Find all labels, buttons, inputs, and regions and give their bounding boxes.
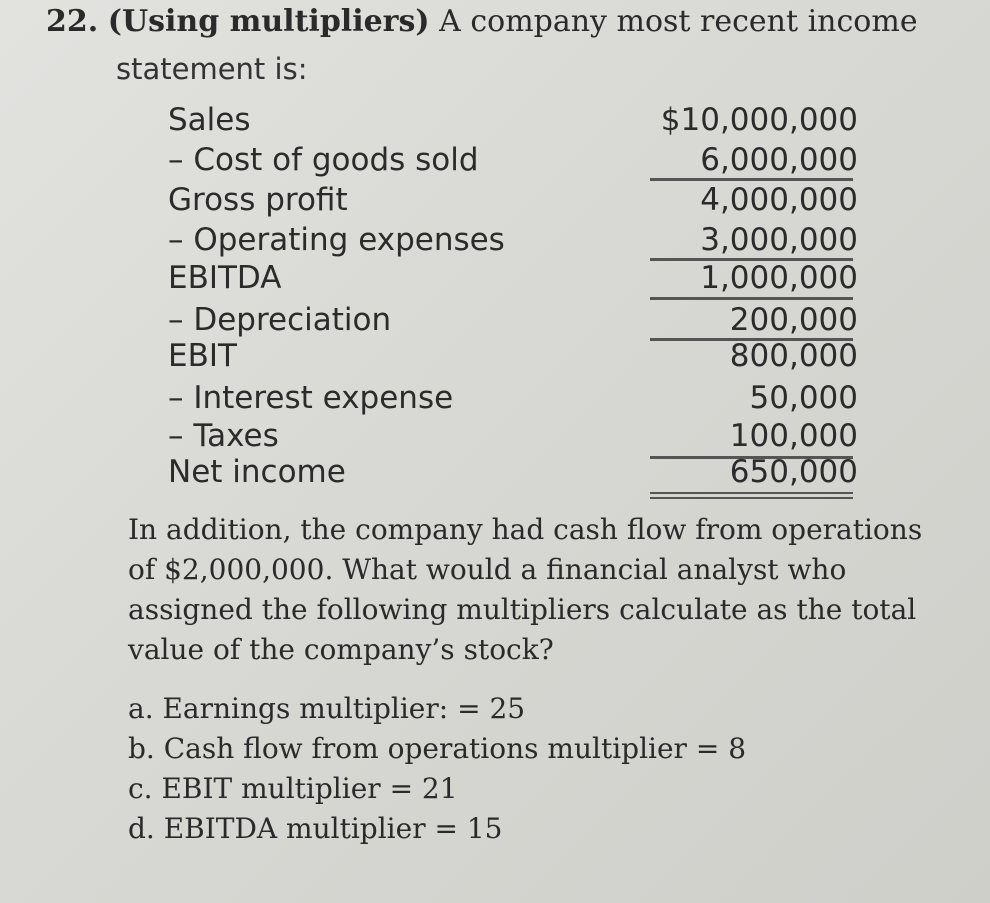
statement-row-gross-profit: [168, 180, 858, 220]
statement-label: EBIT: [168, 338, 237, 374]
statement-label: – Operating expenses: [168, 222, 505, 258]
statement-value: 650,000: [729, 454, 858, 490]
statement-label: Gross profit: [168, 182, 348, 218]
statement-label: – Taxes: [168, 418, 279, 454]
statement-value: 200,000: [729, 302, 858, 338]
statement-value: 1,000,000: [700, 260, 858, 296]
option-d: d. EBITDA multiplier = 15: [128, 812, 503, 845]
double-underline-top: [650, 492, 853, 494]
problem-heading: [46, 2, 918, 42]
option-c: c. EBIT multiplier = 21: [128, 772, 458, 805]
statement-value: 100,000: [729, 418, 858, 454]
statement-value: 50,000: [749, 380, 858, 416]
question-paragraph: In addition, the company had cash flow from operations of $2,000,000. What would a financial analyst who assigned the following multipliers calculate as the total value of the company’s stock?: [128, 513, 923, 666]
problem-number: 22.: [46, 4, 99, 39]
statement-value: $10,000,000: [660, 102, 858, 138]
statement-value: 4,000,000: [700, 182, 858, 218]
statement-label: EBITDA: [168, 260, 282, 296]
problem-subtitle: statement is:: [116, 52, 308, 86]
statement-row-ebit: [168, 336, 858, 376]
statement-row-sales: [168, 100, 858, 140]
statement-label: Sales: [168, 102, 251, 138]
statement-row-interest-expense: [168, 378, 858, 418]
statement-value: 6,000,000: [700, 142, 858, 178]
statement-row-operating-expenses: [168, 220, 858, 260]
statement-value: 800,000: [729, 338, 858, 374]
option-a: a. Earnings multiplier: = 25: [128, 692, 526, 725]
statement-row-cogs: [168, 140, 858, 180]
statement-row-net-income: [168, 452, 858, 492]
problem-heading-text: A company most recent income: [439, 4, 918, 39]
statement-row-depreciation: [168, 300, 858, 340]
statement-label: – Cost of goods sold: [168, 142, 479, 178]
problem-topic: (Using multipliers): [107, 4, 430, 39]
statement-label: – Interest expense: [168, 380, 454, 416]
statement-row-taxes: [168, 416, 858, 456]
double-underline-bottom: [650, 497, 853, 499]
statement-label: – Depreciation: [168, 302, 392, 338]
statement-value: 3,000,000: [700, 222, 858, 258]
statement-row-ebitda: [168, 258, 858, 298]
option-b: b. Cash flow from operations multiplier = 8: [128, 732, 747, 765]
statement-label: Net income: [168, 454, 346, 490]
